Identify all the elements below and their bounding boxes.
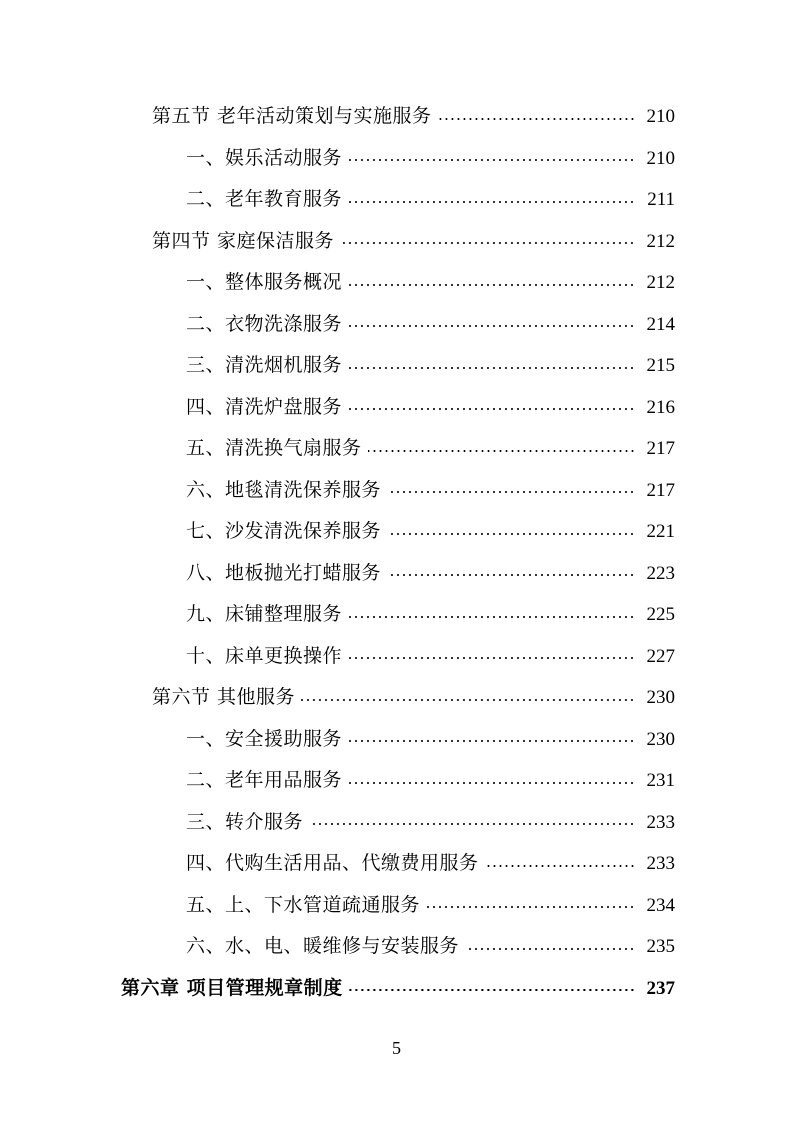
dot-leader [387,574,635,576]
toc-entry[interactable] [0,428,793,470]
toc-entry-page: 234 [646,894,675,916]
toc-entry[interactable] [0,470,793,512]
dot-leader [309,823,635,825]
toc-entry[interactable] [0,96,793,138]
dot-leader [348,782,635,784]
dot-leader [348,616,635,618]
toc-entry-label: 一、娱乐活动服务 [186,146,343,169]
toc-entry-label: 九、床铺整理服务 [186,603,343,626]
dot-leader [348,367,635,369]
toc-entry-page: 237 [646,977,675,999]
toc-entry-page: 221 [646,521,675,543]
toc-entry[interactable] [0,179,793,221]
toc-entry[interactable] [0,387,793,429]
toc-entry-label: 八、地板抛光打蜡服务 [186,561,382,584]
toc-entry-page: 223 [646,562,675,584]
page-number: 5 [392,1038,401,1058]
toc-entry[interactable] [0,760,793,802]
toc-entry[interactable] [0,885,793,927]
toc-entry-label: 一、安全援助服务 [186,727,343,750]
toc-entry-page: 230 [646,687,675,709]
dot-leader [348,284,635,286]
toc-entry-page: 231 [646,770,675,792]
toc-entry-label: 五、清洗换气扇服务 [186,437,362,460]
toc-entry[interactable] [0,138,793,180]
dot-leader [387,533,635,535]
dot-leader [348,408,635,410]
toc-entry-label: 二、老年教育服务 [186,188,343,211]
toc-entry-label: 第六节 其他服务 [152,686,296,709]
toc-entry[interactable] [0,262,793,304]
dot-leader [349,989,635,991]
toc-entry-page: 217 [646,438,675,460]
toc-entry[interactable] [0,802,793,844]
toc-entry-label: 二、衣物洗涤服务 [186,312,343,335]
toc-entry-label: 二、老年用品服务 [186,769,343,792]
toc-entry-label: 四、清洗炉盘服务 [186,395,343,418]
toc-entry[interactable] [0,221,793,263]
toc-entry[interactable] [0,594,793,636]
toc-entry-label: 一、整体服务概况 [186,271,343,294]
dot-leader [426,906,635,908]
dot-leader [438,118,635,120]
dot-leader [387,491,635,493]
toc-entry[interactable] [0,677,793,719]
toc-entry[interactable] [0,719,793,761]
toc-entry[interactable] [0,511,793,553]
dot-leader [348,201,635,203]
toc-entry-label: 第四节 家庭保洁服务 [152,229,335,252]
toc-entry-page: 211 [647,189,675,211]
toc-entry[interactable] [0,345,793,387]
dot-leader [368,450,635,452]
toc-entry-page: 217 [646,479,675,501]
dot-leader [301,699,635,701]
toc-entry-page: 212 [646,230,675,252]
toc-entry-page: 225 [646,604,675,626]
dot-leader [348,159,635,161]
dot-leader [348,325,635,327]
toc-entry[interactable] [0,926,793,968]
toc-entry-page: 233 [646,853,675,875]
toc-entry-page: 230 [646,728,675,750]
toc-entry-label: 第六章 项目管理规章制度 [121,976,343,999]
toc-chapter-entry[interactable] [0,968,793,1010]
toc-entry-page: 214 [646,313,675,335]
dot-leader [340,242,635,244]
toc-entry-page: 233 [646,811,675,833]
toc-entry-label: 七、沙发清洗保养服务 [186,520,382,543]
toc-entry-label: 三、转介服务 [186,810,304,833]
toc-entry-page: 210 [646,106,675,128]
toc-entry-page: 215 [646,355,675,377]
toc-entry[interactable] [0,304,793,346]
toc-entry[interactable] [0,843,793,885]
toc-entry-label: 十、床单更换操作 [186,644,343,667]
dot-leader [348,657,635,659]
dot-leader [348,740,635,742]
toc-entry-page: 210 [646,147,675,169]
toc-entry-page: 235 [646,936,675,958]
toc-entry-page: 227 [646,645,675,667]
toc-entry[interactable] [0,553,793,595]
toc-entry-label: 四、代购生活用品、代缴费用服务 [186,852,479,875]
toc-entry-label: 六、水、电、暖维修与安装服务 [186,935,460,958]
table-of-contents [0,96,793,1009]
toc-entry-label: 三、清洗烟机服务 [186,354,343,377]
toc-entry-page: 216 [646,396,675,418]
toc-entry[interactable] [0,636,793,678]
toc-entry-label: 五、上、下水管道疏通服务 [186,893,421,916]
toc-entry-page: 212 [646,272,675,294]
toc-entry-label: 第五节 老年活动策划与实施服务 [152,105,432,128]
dot-leader [485,865,635,867]
dot-leader [465,948,635,950]
toc-entry-label: 六、地毯清洗保养服务 [186,478,382,501]
